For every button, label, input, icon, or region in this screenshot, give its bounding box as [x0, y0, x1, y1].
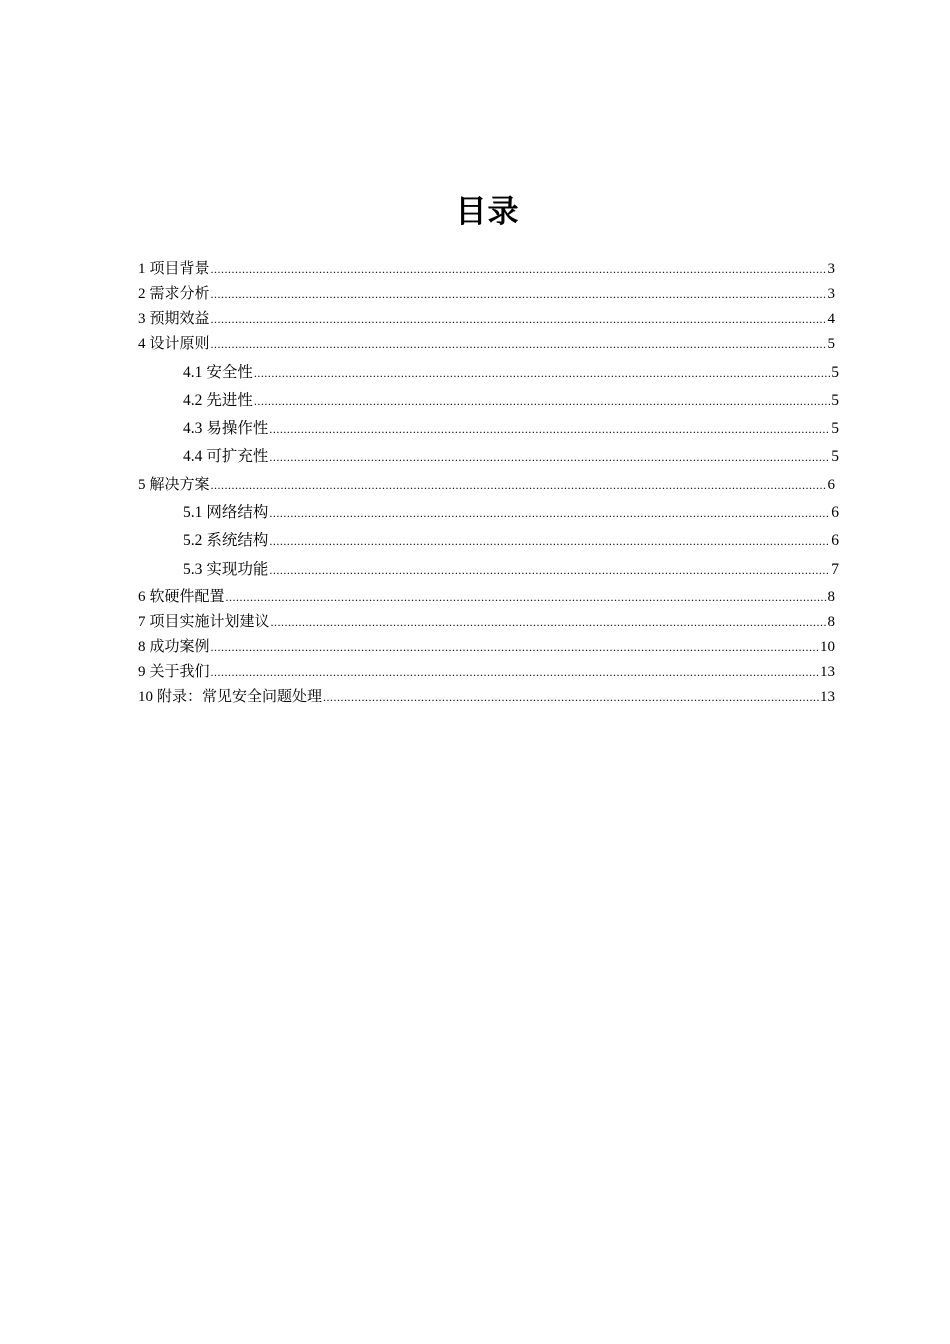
- toc-page-number: 5: [831, 391, 839, 409]
- toc-entry[interactable]: [138, 585, 835, 610]
- toc-entry[interactable]: [138, 443, 839, 471]
- toc-dot-leader: [269, 527, 830, 555]
- toc-entry[interactable]: [138, 473, 835, 498]
- toc-dot-leader: [269, 415, 830, 443]
- table-of-contents: [138, 257, 838, 710]
- toc-entry-number: 4.3: [183, 420, 203, 437]
- toc-entry-number: 6: [138, 588, 146, 605]
- toc-entry-number: 1: [138, 261, 146, 277]
- toc-page-number: 6: [831, 532, 839, 550]
- toc-entry-title: 软硬件配置: [149, 588, 225, 605]
- toc-entry[interactable]: [138, 359, 839, 387]
- toc-dot-leader: [269, 556, 830, 584]
- toc-entry-title: 预期效益: [149, 311, 210, 327]
- toc-page-number: 13: [820, 688, 835, 705]
- toc-page-number: 13: [820, 663, 835, 680]
- toc-dot-leader: [211, 635, 819, 660]
- toc-entry[interactable]: [138, 415, 839, 443]
- toc-page-number: 5: [831, 420, 839, 437]
- toc-page-number: 4: [827, 311, 835, 327]
- toc-dot-leader: [211, 257, 827, 282]
- toc-page-number: 10: [820, 638, 835, 655]
- toc-entry-number: 9: [138, 663, 146, 680]
- toc-entry[interactable]: [138, 257, 835, 282]
- toc-entry-number: 5.1: [183, 504, 203, 521]
- toc-entry-title: 解决方案: [149, 476, 210, 493]
- toc-title: 目录: [455, 194, 520, 230]
- toc-entry[interactable]: [138, 685, 835, 710]
- toc-entry-title: 易操作性: [206, 420, 269, 437]
- toc-page-number: 3: [827, 286, 835, 302]
- toc-entry[interactable]: [138, 387, 839, 415]
- toc-entry[interactable]: [138, 499, 839, 527]
- toc-entry[interactable]: [138, 332, 835, 357]
- toc-dot-leader: [271, 610, 827, 635]
- toc-entry-title: 需求分析: [149, 286, 210, 302]
- toc-dot-leader: [254, 387, 830, 415]
- toc-entry-title: 实现功能: [206, 560, 269, 578]
- toc-dot-leader: [211, 473, 827, 498]
- toc-dot-leader: [211, 307, 827, 332]
- toc-dot-leader: [211, 660, 819, 685]
- toc-entry-number: 4.4: [183, 448, 203, 466]
- toc-page-number: 8: [827, 613, 835, 630]
- toc-entry-title: 可扩充性: [206, 448, 269, 466]
- toc-entry-title: 项目实施计划建议: [149, 613, 270, 630]
- toc-dot-leader: [211, 282, 827, 307]
- toc-entry[interactable]: [138, 635, 835, 660]
- toc-page-number: 7: [831, 560, 839, 578]
- toc-entry-number: 2: [138, 286, 146, 302]
- toc-entry-title: 系统结构: [206, 532, 269, 550]
- toc-dot-leader: [211, 332, 827, 357]
- toc-entry-title: 附录：常见安全问题处理: [157, 688, 323, 705]
- toc-entry-number: 10: [138, 688, 153, 705]
- toc-entry[interactable]: [138, 610, 835, 635]
- toc-page-number: 5: [827, 336, 835, 352]
- toc-page-number: 6: [827, 476, 835, 493]
- toc-entry-number: 4.2: [183, 391, 203, 409]
- toc-entry-number: 4: [138, 336, 146, 352]
- toc-entry-number: 3: [138, 311, 146, 327]
- toc-dot-leader: [323, 685, 819, 710]
- toc-dot-leader: [269, 499, 830, 527]
- toc-entry-number: 5.3: [183, 560, 203, 578]
- toc-dot-leader: [269, 443, 830, 471]
- toc-dot-leader: [226, 585, 827, 610]
- toc-entry-title: 成功案例: [149, 638, 210, 655]
- toc-page-number: 5: [831, 363, 839, 381]
- toc-page-number: 5: [831, 448, 839, 466]
- toc-entry-title: 先进性: [206, 391, 253, 409]
- toc-entry[interactable]: [138, 527, 839, 555]
- toc-entry-title: 设计原则: [149, 336, 210, 352]
- toc-entry-number: 5: [138, 476, 146, 493]
- toc-entry-title: 安全性: [206, 363, 253, 381]
- toc-page-number: 3: [827, 261, 835, 277]
- toc-entry[interactable]: [138, 660, 835, 685]
- toc-page-number: 6: [831, 504, 839, 521]
- toc-entry-title: 项目背景: [149, 261, 210, 277]
- toc-page-number: 8: [827, 588, 835, 605]
- toc-entry-title: 关于我们: [149, 663, 210, 680]
- toc-entry-title: 网络结构: [206, 504, 269, 521]
- toc-entry[interactable]: [138, 282, 835, 307]
- toc-entry-number: 4.1: [183, 363, 203, 381]
- toc-entry-number: 8: [138, 638, 146, 655]
- toc-entry-number: 7: [138, 613, 146, 630]
- toc-dot-leader: [254, 359, 830, 387]
- toc-entry-number: 5.2: [183, 532, 203, 550]
- toc-entry[interactable]: [138, 556, 839, 584]
- toc-entry[interactable]: [138, 307, 835, 332]
